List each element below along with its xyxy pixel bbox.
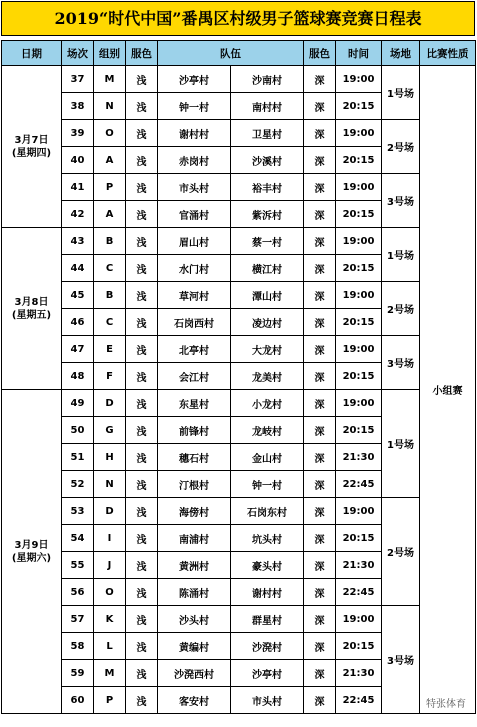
away-color: 深 <box>304 552 336 579</box>
away-color: 深 <box>304 579 336 606</box>
away-color: 深 <box>304 471 336 498</box>
group-code: N <box>94 471 126 498</box>
match-row <box>2 66 476 93</box>
away-team: 大龙村 <box>231 336 304 363</box>
away-color: 深 <box>304 201 336 228</box>
match-number: 55 <box>62 552 94 579</box>
match-number: 43 <box>62 228 94 255</box>
home-team: 沙亭村 <box>158 66 231 93</box>
home-color: 浅 <box>126 687 158 714</box>
home-color: 浅 <box>126 417 158 444</box>
home-color: 浅 <box>126 471 158 498</box>
group-code: D <box>94 498 126 525</box>
home-team: 谢村村 <box>158 120 231 147</box>
home-team: 前锋村 <box>158 417 231 444</box>
match-time: 21:30 <box>336 444 382 471</box>
header-color-a: 服色 <box>126 41 158 66</box>
away-color: 深 <box>304 444 336 471</box>
match-time: 22:45 <box>336 687 382 714</box>
away-color: 深 <box>304 282 336 309</box>
home-color: 浅 <box>126 444 158 471</box>
away-color: 深 <box>304 525 336 552</box>
match-number: 48 <box>62 363 94 390</box>
home-color: 浅 <box>126 228 158 255</box>
away-team: 裕丰村 <box>231 174 304 201</box>
match-number: 46 <box>62 309 94 336</box>
match-time: 20:15 <box>336 201 382 228</box>
match-time: 19:00 <box>336 606 382 633</box>
away-team: 卫星村 <box>231 120 304 147</box>
match-time: 20:15 <box>336 309 382 336</box>
away-team: 横江村 <box>231 255 304 282</box>
home-team: 赤岗村 <box>158 147 231 174</box>
match-number: 52 <box>62 471 94 498</box>
match-number: 58 <box>62 633 94 660</box>
header-venue: 场地 <box>382 41 420 66</box>
group-code: K <box>94 606 126 633</box>
home-color: 浅 <box>126 174 158 201</box>
home-color: 浅 <box>126 579 158 606</box>
match-number: 57 <box>62 606 94 633</box>
group-code: A <box>94 147 126 174</box>
venue-cell: 1号场 <box>382 66 420 120</box>
match-number: 40 <box>62 147 94 174</box>
header-match-no: 场次 <box>62 41 94 66</box>
group-code: P <box>94 174 126 201</box>
match-time: 19:00 <box>336 336 382 363</box>
home-team: 市头村 <box>158 174 231 201</box>
match-time: 20:15 <box>336 525 382 552</box>
match-nature: 小组赛 <box>420 66 476 714</box>
away-color: 深 <box>304 309 336 336</box>
away-color: 深 <box>304 66 336 93</box>
match-time: 20:15 <box>336 93 382 120</box>
home-color: 浅 <box>126 363 158 390</box>
home-team: 沙溌西村 <box>158 660 231 687</box>
away-team: 群星村 <box>231 606 304 633</box>
away-team: 潭山村 <box>231 282 304 309</box>
schedule-title: 2019“时代中国”番禺区村级男子篮球赛竞赛日程表 <box>1 1 475 36</box>
group-code: L <box>94 633 126 660</box>
home-color: 浅 <box>126 606 158 633</box>
away-team: 凌边村 <box>231 309 304 336</box>
group-code: M <box>94 660 126 687</box>
home-color: 浅 <box>126 201 158 228</box>
match-time: 19:00 <box>336 174 382 201</box>
home-color: 浅 <box>126 66 158 93</box>
date-cell <box>2 228 62 390</box>
group-code: I <box>94 525 126 552</box>
home-color: 浅 <box>126 147 158 174</box>
match-number: 54 <box>62 525 94 552</box>
match-time: 20:15 <box>336 417 382 444</box>
match-time: 19:00 <box>336 120 382 147</box>
home-team: 眉山村 <box>158 228 231 255</box>
match-time: 21:30 <box>336 552 382 579</box>
away-color: 深 <box>304 363 336 390</box>
away-team: 沙亭村 <box>231 660 304 687</box>
match-row <box>2 336 476 363</box>
away-color: 深 <box>304 687 336 714</box>
home-team: 草河村 <box>158 282 231 309</box>
home-color: 浅 <box>126 255 158 282</box>
header-nature: 比赛性质 <box>420 41 476 66</box>
away-team: 谢村村 <box>231 579 304 606</box>
match-number: 51 <box>62 444 94 471</box>
away-team: 沙溪村 <box>231 147 304 174</box>
match-time: 19:00 <box>336 282 382 309</box>
home-color: 浅 <box>126 282 158 309</box>
home-color: 浅 <box>126 309 158 336</box>
home-color: 浅 <box>126 552 158 579</box>
away-team: 南村村 <box>231 93 304 120</box>
group-code: B <box>94 228 126 255</box>
home-team: 北亭村 <box>158 336 231 363</box>
match-time: 19:00 <box>336 66 382 93</box>
match-number: 59 <box>62 660 94 687</box>
home-color: 浅 <box>126 525 158 552</box>
match-number: 44 <box>62 255 94 282</box>
home-team: 官涌村 <box>158 201 231 228</box>
header-color-b: 服色 <box>304 41 336 66</box>
match-row <box>2 174 476 201</box>
venue-cell: 1号场 <box>382 390 420 498</box>
away-team: 沙溌村 <box>231 633 304 660</box>
match-time: 19:00 <box>336 228 382 255</box>
away-color: 深 <box>304 228 336 255</box>
match-number: 38 <box>62 93 94 120</box>
match-number: 56 <box>62 579 94 606</box>
home-color: 浅 <box>126 633 158 660</box>
away-team: 钟一村 <box>231 471 304 498</box>
schedule-table <box>1 40 476 714</box>
match-time: 19:00 <box>336 390 382 417</box>
venue-cell: 3号场 <box>382 336 420 390</box>
home-team: 穗石村 <box>158 444 231 471</box>
match-time: 20:15 <box>336 255 382 282</box>
home-team: 沙头村 <box>158 606 231 633</box>
away-color: 深 <box>304 417 336 444</box>
away-team: 市头村 <box>231 687 304 714</box>
match-time: 20:15 <box>336 633 382 660</box>
match-number: 53 <box>62 498 94 525</box>
home-team: 客安村 <box>158 687 231 714</box>
venue-cell: 3号场 <box>382 606 420 714</box>
weekday-label: (星期五) <box>11 309 52 321</box>
match-row <box>2 282 476 309</box>
away-team: 龙岐村 <box>231 417 304 444</box>
home-color: 浅 <box>126 660 158 687</box>
header-teams: 队伍 <box>158 41 304 66</box>
match-number: 41 <box>62 174 94 201</box>
away-color: 深 <box>304 390 336 417</box>
match-number: 50 <box>62 417 94 444</box>
home-team: 会江村 <box>158 363 231 390</box>
venue-cell: 2号场 <box>382 282 420 336</box>
match-number: 47 <box>62 336 94 363</box>
match-row <box>2 390 476 417</box>
home-team: 汀根村 <box>158 471 231 498</box>
away-team: 豪头村 <box>231 552 304 579</box>
header-date: 日期 <box>2 41 62 66</box>
match-number: 42 <box>62 201 94 228</box>
away-color: 深 <box>304 174 336 201</box>
match-time: 19:00 <box>336 498 382 525</box>
group-code: O <box>94 120 126 147</box>
home-team: 陈涌村 <box>158 579 231 606</box>
away-color: 深 <box>304 633 336 660</box>
away-color: 深 <box>304 93 336 120</box>
group-code: D <box>94 390 126 417</box>
away-team: 石岗东村 <box>231 498 304 525</box>
group-code: B <box>94 282 126 309</box>
home-team: 海傍村 <box>158 498 231 525</box>
home-team: 东星村 <box>158 390 231 417</box>
match-number: 37 <box>62 66 94 93</box>
group-code: O <box>94 579 126 606</box>
group-code: C <box>94 255 126 282</box>
match-time: 20:15 <box>336 147 382 174</box>
weekday-label: (星期六) <box>11 552 52 564</box>
match-time: 20:15 <box>336 363 382 390</box>
match-row <box>2 498 476 525</box>
away-color: 深 <box>304 606 336 633</box>
away-color: 深 <box>304 255 336 282</box>
venue-cell: 2号场 <box>382 498 420 606</box>
home-team: 黄编村 <box>158 633 231 660</box>
home-color: 浅 <box>126 390 158 417</box>
watermark-label: 特张体育 <box>423 694 469 711</box>
group-code: J <box>94 552 126 579</box>
match-row <box>2 228 476 255</box>
away-color: 深 <box>304 147 336 174</box>
away-color: 深 <box>304 660 336 687</box>
date-label: 3月9日 <box>14 539 49 551</box>
match-time: 21:30 <box>336 660 382 687</box>
weekday-label: (星期四) <box>11 147 52 159</box>
header-row <box>2 41 476 66</box>
group-code: C <box>94 309 126 336</box>
header-time: 时间 <box>336 41 382 66</box>
group-code: H <box>94 444 126 471</box>
group-code: N <box>94 93 126 120</box>
home-color: 浅 <box>126 498 158 525</box>
home-color: 浅 <box>126 336 158 363</box>
away-team: 坑头村 <box>231 525 304 552</box>
home-color: 浅 <box>126 120 158 147</box>
date-cell <box>2 390 62 714</box>
match-time: 22:45 <box>336 579 382 606</box>
group-code: G <box>94 417 126 444</box>
away-team: 沙南村 <box>231 66 304 93</box>
date-cell <box>2 66 62 228</box>
home-team: 钟一村 <box>158 93 231 120</box>
date-label: 3月7日 <box>14 134 49 146</box>
match-row <box>2 120 476 147</box>
match-time: 22:45 <box>336 471 382 498</box>
away-color: 深 <box>304 336 336 363</box>
header-group: 组别 <box>94 41 126 66</box>
group-code: A <box>94 201 126 228</box>
match-number: 60 <box>62 687 94 714</box>
away-team: 小龙村 <box>231 390 304 417</box>
away-team: 紫泝村 <box>231 201 304 228</box>
match-number: 49 <box>62 390 94 417</box>
group-code: F <box>94 363 126 390</box>
away-team: 龙美村 <box>231 363 304 390</box>
away-team: 蔡一村 <box>231 228 304 255</box>
date-label: 3月8日 <box>14 296 49 308</box>
home-team: 水门村 <box>158 255 231 282</box>
match-row <box>2 606 476 633</box>
group-code: M <box>94 66 126 93</box>
home-team: 南浦村 <box>158 525 231 552</box>
venue-cell: 3号场 <box>382 174 420 228</box>
match-number: 39 <box>62 120 94 147</box>
match-number: 45 <box>62 282 94 309</box>
group-code: E <box>94 336 126 363</box>
home-color: 浅 <box>126 93 158 120</box>
home-team: 石岗西村 <box>158 309 231 336</box>
venue-cell: 1号场 <box>382 228 420 282</box>
away-color: 深 <box>304 498 336 525</box>
group-code: P <box>94 687 126 714</box>
venue-cell: 2号场 <box>382 120 420 174</box>
away-color: 深 <box>304 120 336 147</box>
home-team: 黄洲村 <box>158 552 231 579</box>
away-team: 金山村 <box>231 444 304 471</box>
